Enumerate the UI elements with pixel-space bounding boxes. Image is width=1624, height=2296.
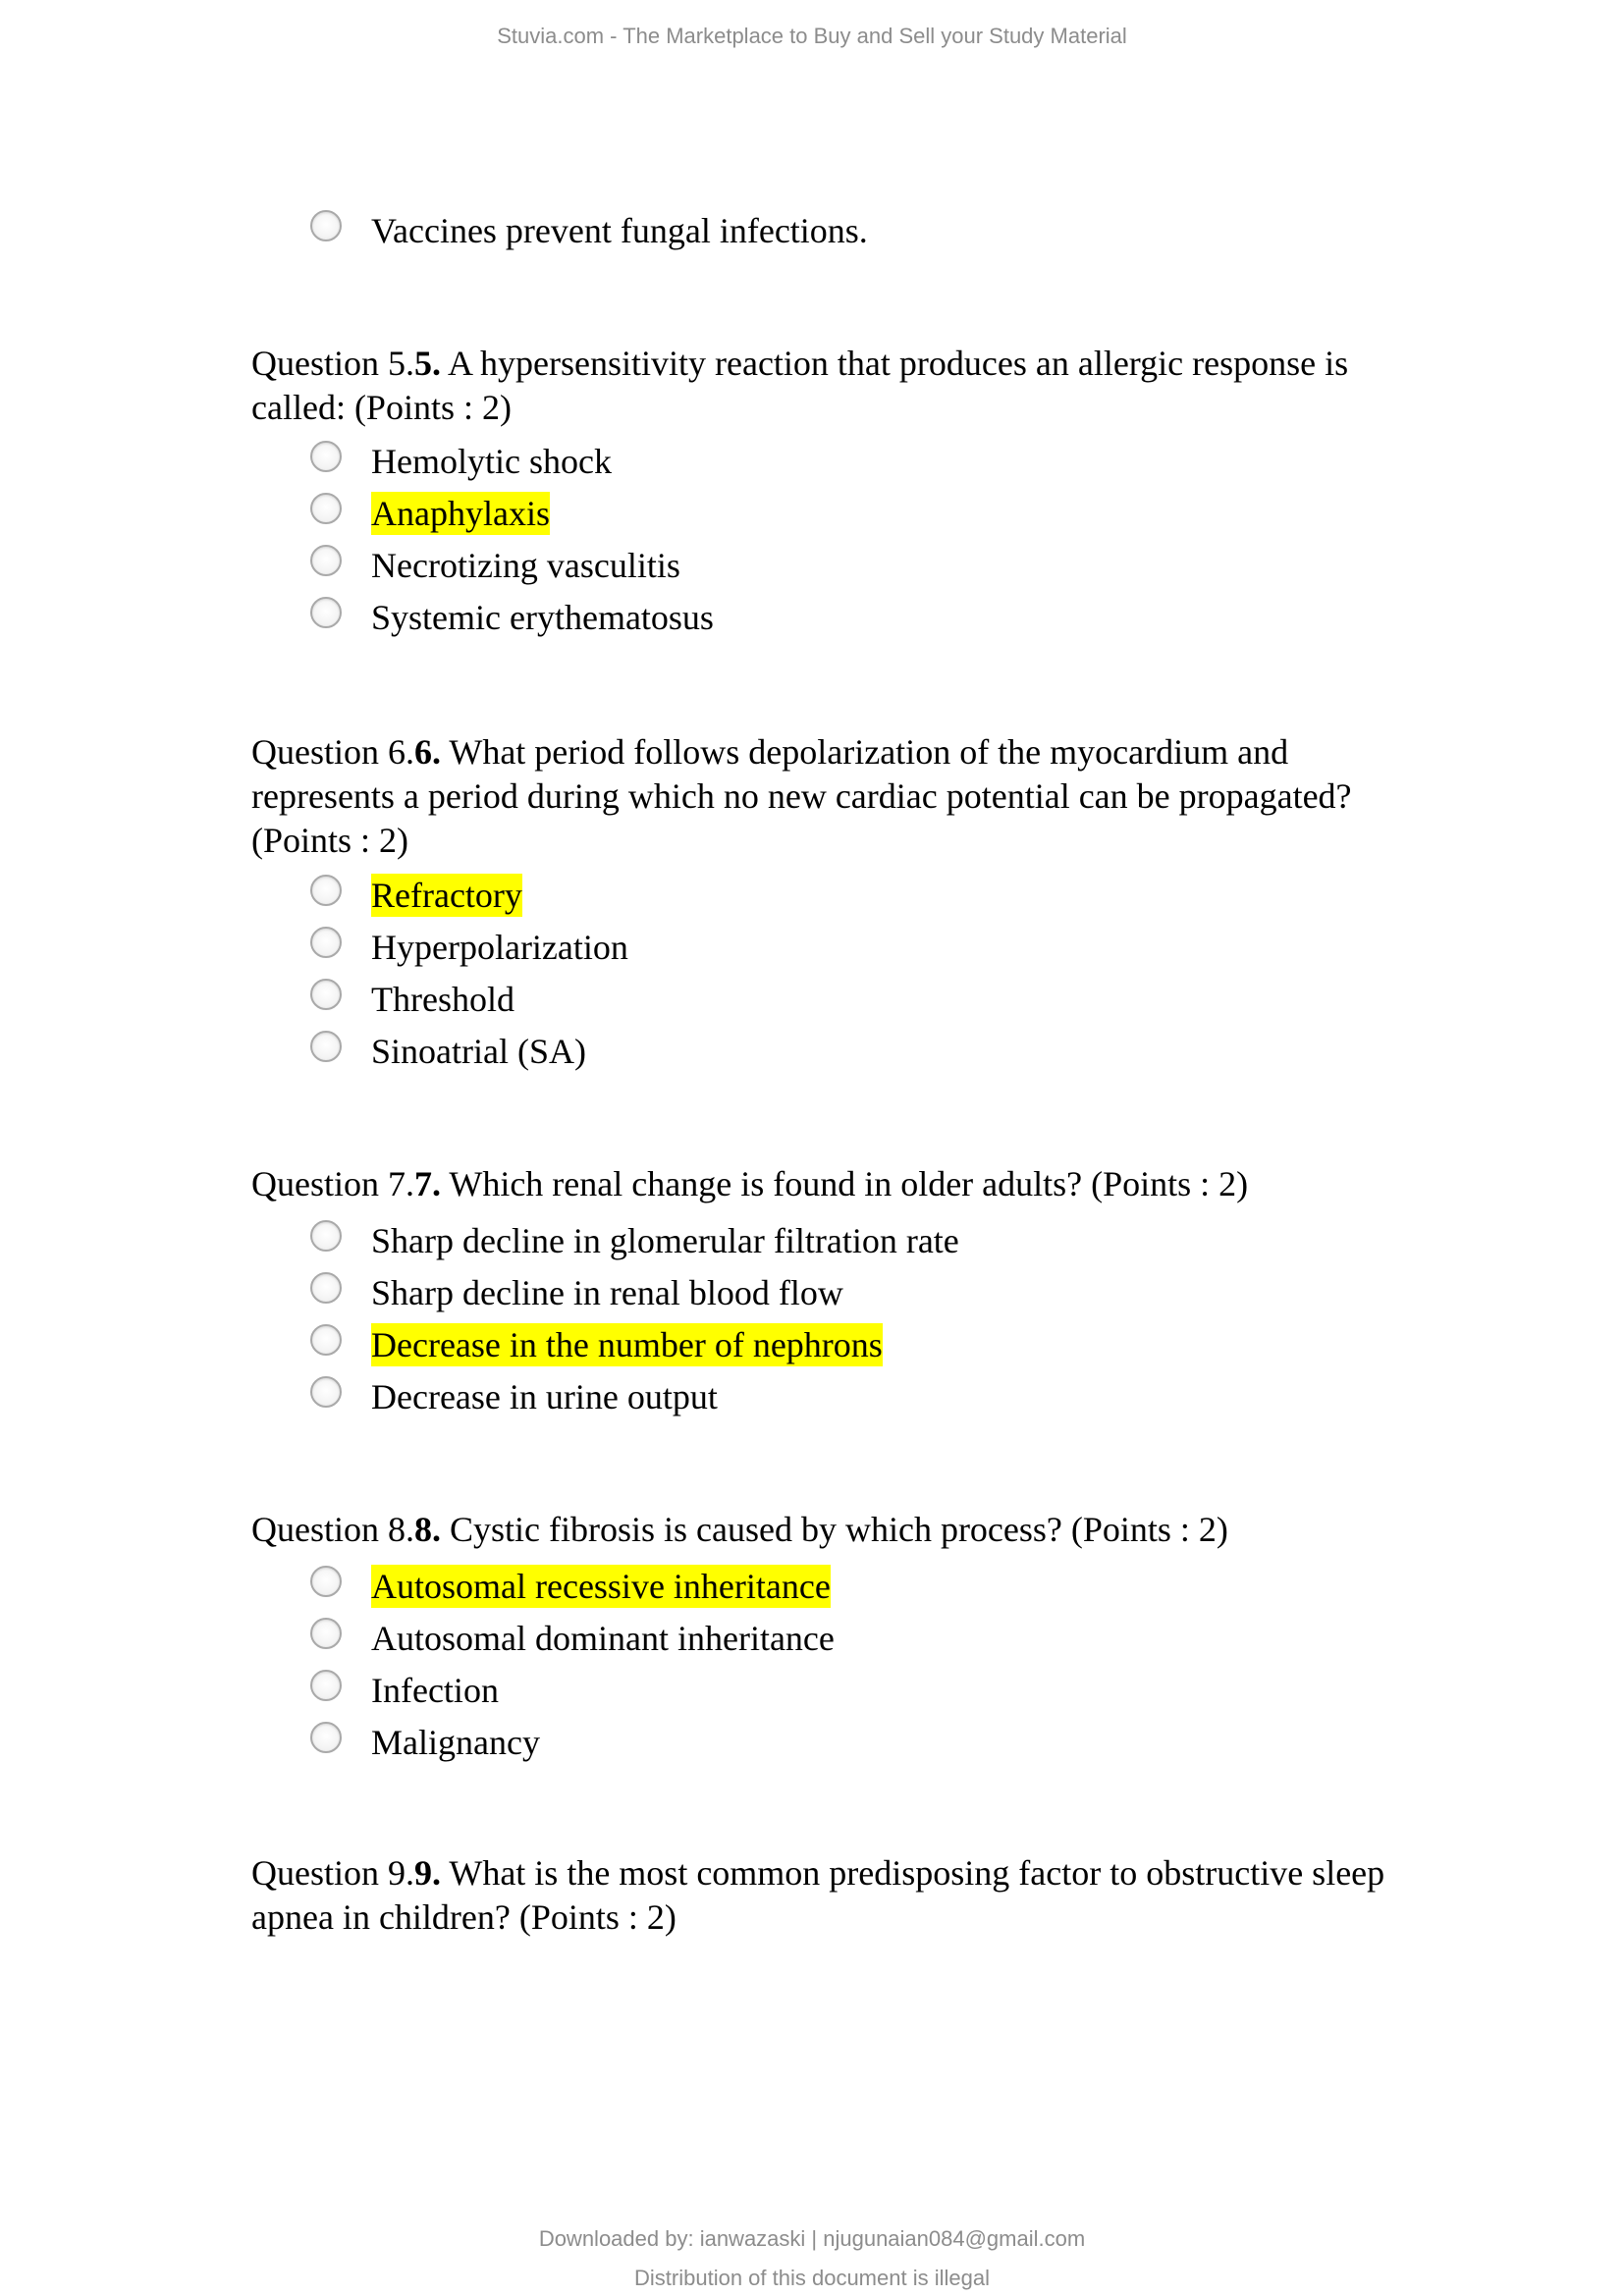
option-label: Hyperpolarization	[371, 928, 628, 967]
option-label: Sharp decline in glomerular filtration rate	[371, 1221, 959, 1260]
radio-button[interactable]	[310, 1376, 342, 1408]
option-label: Vaccines prevent fungal infections.	[371, 211, 868, 250]
question-text: What period follows depolarization of the myocardium and represents a period during which no new cardiac potential can be propagated? (Points : 2)	[251, 732, 1352, 860]
answer-option[interactable]	[310, 206, 868, 255]
question-6	[251, 730, 1430, 863]
question-number: 7.	[414, 1164, 441, 1203]
radio-button[interactable]	[310, 1670, 342, 1701]
question-prefix: Question 8.	[251, 1510, 414, 1549]
question-prefix: Question 6.	[251, 732, 414, 772]
question-number: 9.	[414, 1853, 441, 1893]
radio-button[interactable]	[310, 979, 342, 1010]
answer-option[interactable]	[310, 1027, 586, 1076]
option-label: Infection	[371, 1671, 499, 1710]
answer-option[interactable]	[310, 1268, 843, 1317]
question-5	[251, 342, 1430, 430]
question-text: Cystic fibrosis is caused by which process? (Points : 2)	[441, 1510, 1228, 1549]
option-label: Necrotizing vasculitis	[371, 546, 680, 585]
radio-button[interactable]	[310, 210, 342, 241]
answer-option[interactable]	[310, 1718, 540, 1767]
footer-downloaded-by: Downloaded by: ianwazaski | njugunaian084@gmail.com	[538, 2226, 1086, 2251]
radio-button[interactable]	[310, 545, 342, 576]
answer-option[interactable]	[310, 1216, 959, 1265]
option-label: Threshold	[371, 980, 514, 1019]
answer-option[interactable]	[310, 541, 680, 590]
question-prefix: Question 5.	[251, 344, 414, 383]
answer-option[interactable]	[310, 871, 522, 920]
answer-option[interactable]	[310, 489, 550, 538]
radio-button[interactable]	[310, 927, 342, 958]
option-label-highlighted: Decrease in the number of nephrons	[371, 1325, 883, 1364]
question-number: 5.	[414, 344, 441, 383]
answer-option[interactable]	[310, 593, 714, 642]
answer-option[interactable]	[310, 1614, 835, 1663]
radio-button[interactable]	[310, 875, 342, 906]
option-label: Hemolytic shock	[371, 442, 612, 481]
radio-button[interactable]	[310, 1272, 342, 1304]
question-text: A hypersensitivity reaction that produces an allergic response is called: (Points : 2)	[251, 344, 1349, 427]
option-label: Systemic erythematosus	[371, 598, 714, 637]
question-prefix: Question 7.	[251, 1164, 414, 1203]
answer-option[interactable]	[310, 1320, 883, 1369]
answer-option[interactable]	[310, 923, 628, 972]
option-label-highlighted: Anaphylaxis	[371, 494, 550, 533]
question-prefix: Question 9.	[251, 1853, 414, 1893]
answer-option[interactable]	[310, 975, 514, 1024]
page-header-watermark: Stuvia.com - The Marketplace to Buy and Sell your Study Material	[497, 24, 1127, 48]
question-number: 8.	[414, 1510, 441, 1549]
radio-button[interactable]	[310, 1220, 342, 1252]
option-label: Sharp decline in renal blood flow	[371, 1273, 843, 1312]
radio-button[interactable]	[310, 1722, 342, 1753]
option-label-highlighted: Autosomal recessive inheritance	[371, 1567, 831, 1606]
option-label: Malignancy	[371, 1723, 540, 1762]
option-label: Sinoatrial (SA)	[371, 1032, 586, 1071]
answer-option[interactable]	[310, 1666, 499, 1715]
question-text: Which renal change is found in older adults? (Points : 2)	[441, 1164, 1249, 1203]
radio-button[interactable]	[310, 1566, 342, 1597]
radio-button[interactable]	[310, 1031, 342, 1062]
option-label: Autosomal dominant inheritance	[371, 1619, 835, 1658]
question-number: 6.	[414, 732, 441, 772]
answer-option[interactable]	[310, 1562, 831, 1611]
question-text: What is the most common predisposing factor to obstructive sleep apnea in children? (Points : 2)	[251, 1853, 1385, 1937]
option-label: Decrease in urine output	[371, 1377, 718, 1416]
footer-distribution-notice: Distribution of this document is illegal	[634, 2266, 990, 2290]
radio-button[interactable]	[310, 441, 342, 472]
radio-button[interactable]	[310, 1618, 342, 1649]
answer-option[interactable]	[310, 437, 612, 486]
radio-button[interactable]	[310, 597, 342, 628]
option-label-highlighted: Refractory	[371, 876, 522, 915]
question-7	[251, 1162, 1430, 1206]
radio-button[interactable]	[310, 493, 342, 524]
question-8	[251, 1508, 1430, 1552]
answer-option[interactable]	[310, 1372, 718, 1421]
radio-button[interactable]	[310, 1324, 342, 1356]
question-9	[251, 1851, 1430, 1940]
